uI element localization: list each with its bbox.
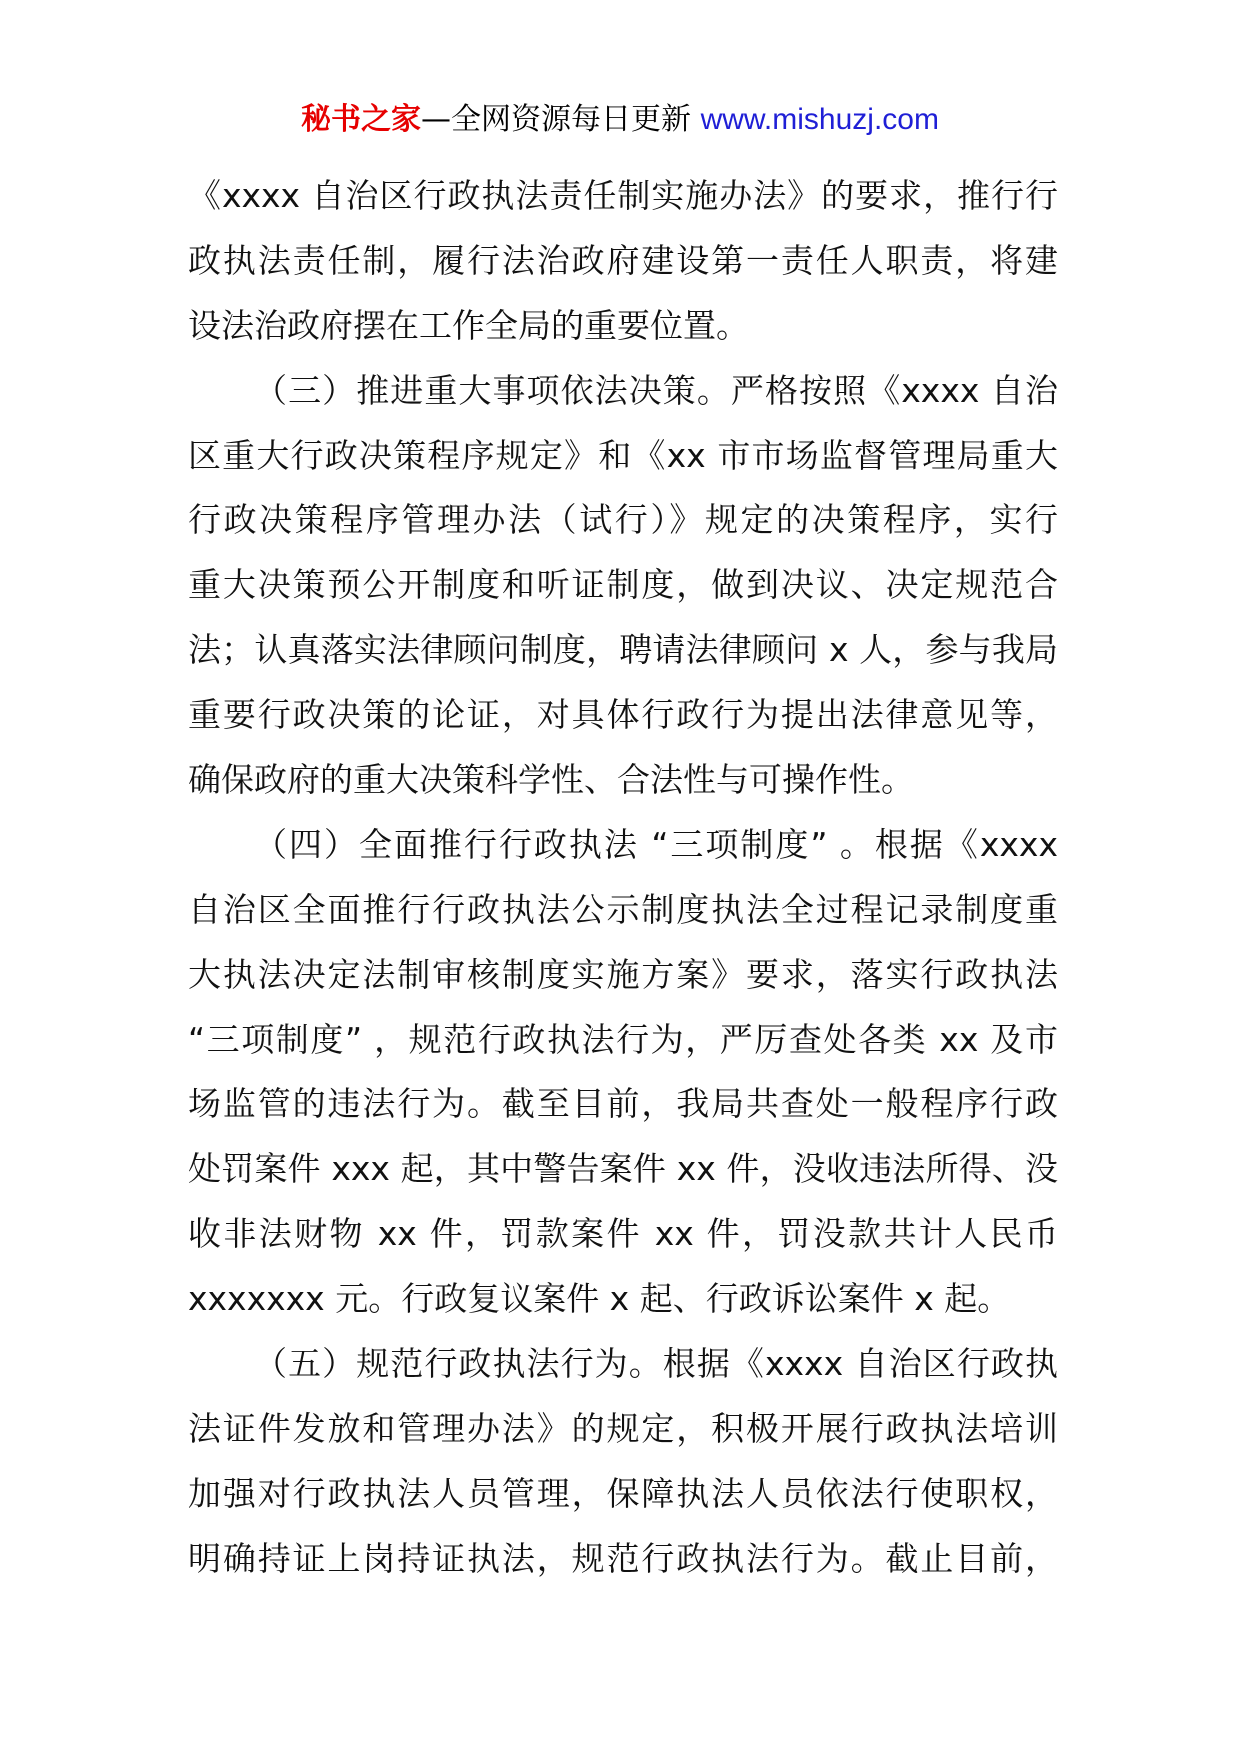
text-line: 区重大行政决策程序规定》和《xx 市市场监督管理局重大 bbox=[188, 435, 1058, 475]
header-tagline: —全网资源每日更新 bbox=[421, 102, 701, 137]
text-line: xxxxxxx 元。行政复议案件 x 起、行政诉讼案件 x 起。 bbox=[188, 1279, 1011, 1319]
text-line: 自治区全面推行行政执法公示制度执法全过程记录制度重 bbox=[188, 889, 1058, 929]
text-line: （四）全面推行行政执法 “三项制度” 。根据《xxxx bbox=[254, 824, 1058, 864]
text-line: 《xxxx 自治区行政执法责任制实施办法》的要求，推行行 bbox=[188, 176, 1058, 215]
text-line: 场监管的违法行为。截至目前，我局共查处一般程序行政 bbox=[188, 1084, 1058, 1124]
text-line: 加强对行政执法人员管理，保障执法人员依法行使职权， bbox=[188, 1473, 1058, 1513]
text-line: 处罚案件 xxx 起，其中警告案件 xx 件，没收违法所得、没 bbox=[188, 1149, 1058, 1189]
text-line: 重要行政决策的论证，对具体行政行为提出法律意见等， bbox=[188, 695, 1058, 735]
text-line: 政执法责任制，履行法治政府建设第一责任人职责，将建 bbox=[188, 240, 1058, 280]
text-line: （三）推进重大事项依法决策。严格按照《xxxx 自治 bbox=[254, 370, 1058, 410]
text-line: 法证件发放和管理办法》的规定，积极开展行政执法培训 bbox=[188, 1408, 1058, 1448]
text-line: 收非法财物 xx 件，罚款案件 xx 件，罚没款共计人民币 bbox=[188, 1214, 1058, 1254]
text-line: 法；认真落实法律顾问制度，聘请法律顾问 x 人，参与我局 bbox=[188, 630, 1058, 670]
text-line: 确保政府的重大决策科学性、合法性与可操作性。 bbox=[188, 760, 914, 800]
text-line: 行政决策程序管理办法（试行）》规定的决策程序，实行 bbox=[188, 500, 1058, 540]
website-link[interactable]: www.mishuzj.com bbox=[700, 103, 939, 136]
text-line: （五）规范行政执法行为。根据《xxxx 自治区行政执 bbox=[254, 1344, 1058, 1384]
page-header bbox=[0, 98, 1240, 142]
text-line: 明确持证上岗持证执法，规范行政执法行为。截止目前， bbox=[188, 1538, 1058, 1578]
text-line: 重大决策预公开制度和听证制度，做到决议、决定规范合 bbox=[188, 565, 1058, 605]
text-line: “三项制度” ，规范行政执法行为，严厉查处各类 xx 及市 bbox=[188, 1019, 1058, 1059]
text-line: 大执法决定法制审核制度实施方案》要求，落实行政执法 bbox=[188, 954, 1058, 994]
text-line: 设法治政府摆在工作全局的重要位置。 bbox=[188, 305, 749, 345]
brand-name: 秘书之家 bbox=[301, 102, 422, 137]
document-body bbox=[188, 164, 1058, 1592]
